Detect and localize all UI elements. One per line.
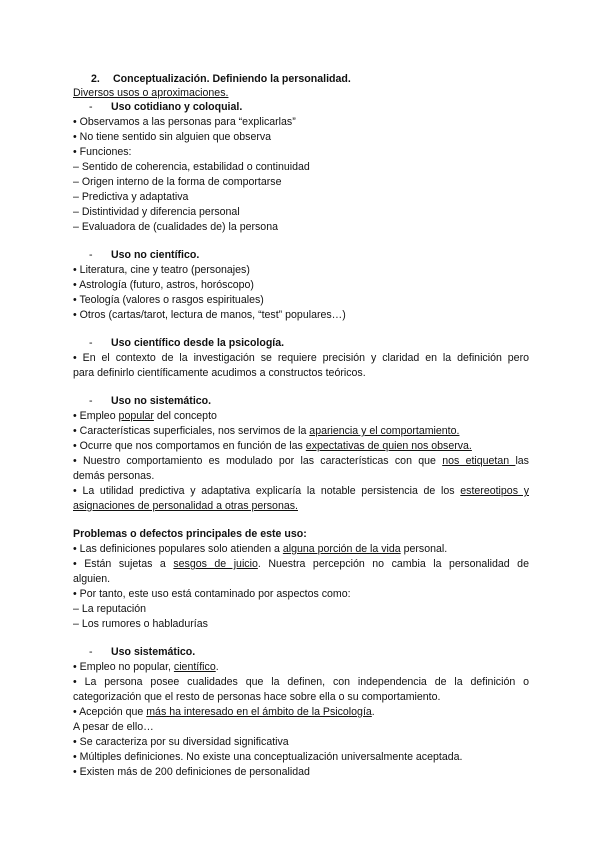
list-item: – Sentido de coherencia, estabilidad o continuidad xyxy=(73,161,310,173)
paragraph-line: A pesar de ello… xyxy=(73,721,154,733)
heading-uso-sistematico: - Uso sistemático. xyxy=(89,646,196,658)
list-item: • Observamos a las personas para “explicarlas” xyxy=(73,116,296,128)
paragraph-line: para definirlo científicamente acudimos a constructos teóricos. xyxy=(73,367,366,379)
list-item: – Origen interno de la forma de comportarse xyxy=(73,176,282,188)
list-item-cont: asignaciones de personalidad a otras personas. xyxy=(73,500,298,512)
list-item-cont: demás personas. xyxy=(73,470,155,482)
list-item: • Teología (valores o rasgos espirituales) xyxy=(73,294,264,306)
section-title xyxy=(73,72,529,86)
list-item: • Acepción que más ha interesado en el ámbito de la Psicología. xyxy=(73,706,375,718)
list-item: • Existen más de 200 definiciones de personalidad xyxy=(73,766,310,778)
list-item: • Empleo popular del concepto xyxy=(73,410,217,422)
list-item: – Evaluadora de (cualidades de) la persona xyxy=(73,221,278,233)
list-item: • Literatura, cine y teatro (personajes) xyxy=(73,264,250,276)
list-item: • Por tanto, este uso está contaminado por aspectos como: xyxy=(73,588,351,600)
section-title-text: Conceptualización. Definiendo la personalidad. xyxy=(113,73,351,85)
paragraph-line: • En el contexto de la investigación se requiere precisión y claridad en la definición pero xyxy=(73,352,529,364)
list-item: • Ocurre que nos comportamos en función de las expectativas de quien nos observa. xyxy=(73,440,472,452)
list-item: – La reputación xyxy=(73,603,147,615)
list-item-cont: alguien. xyxy=(73,573,111,585)
heading-uso-cientifico: - Uso científico desde la psicología. xyxy=(89,337,285,349)
list-item: • Funciones: xyxy=(73,146,132,158)
list-item: • Otros (cartas/tarot, lectura de manos, “test” populares…) xyxy=(73,309,346,321)
list-item: – Predictiva y adaptativa xyxy=(73,191,189,203)
list-item: • Astrología (futuro, astros, horóscopo) xyxy=(73,279,254,291)
list-item-cont: categorización que el resto de personas hace sobre ella o su comportamiento. xyxy=(73,691,441,703)
intro-link: Diversos usos o aproximaciones. xyxy=(73,87,229,99)
section-number: 2. xyxy=(91,73,100,85)
heading-uso-no-cientifico: - Uso no científico. xyxy=(89,249,200,261)
list-item: – Los rumores o habladurías xyxy=(73,618,208,630)
list-item: • Empleo no popular, científico. xyxy=(73,661,219,673)
list-item: • La persona posee cualidades que la definen, con independencia de la definición o xyxy=(73,676,530,688)
list-item: • Múltiples definiciones. No existe una conceptualización universalmente aceptada. xyxy=(73,751,463,763)
list-item: • Características superficiales, nos servimos de la apariencia y el comportamiento. xyxy=(73,425,460,437)
list-item: – Distintividad y diferencia personal xyxy=(73,206,240,218)
list-item: • Nuestro comportamiento es modulado por las características con que nos etiquetan las xyxy=(73,455,529,467)
list-item: • Se caracteriza por su diversidad significativa xyxy=(73,736,289,748)
heading-uso-cotidiano: - Uso cotidiano y coloquial. xyxy=(89,101,243,113)
heading-problemas: Problemas o defectos principales de este uso: xyxy=(73,528,307,540)
list-item: • Las definiciones populares solo atienden a alguna porción de la vida personal. xyxy=(73,543,448,555)
list-item: • No tiene sentido sin alguien que observa xyxy=(73,131,272,143)
list-item: • Están sujetas a sesgos de juicio. Nuestra percepción no cambia la personalidad de xyxy=(73,558,529,570)
heading-uso-no-sistematico: - Uso no sistemático. xyxy=(89,395,212,407)
list-item: • La utilidad predictiva y adaptativa explicaría la notable persistencia de los estereotipos y xyxy=(73,485,529,497)
